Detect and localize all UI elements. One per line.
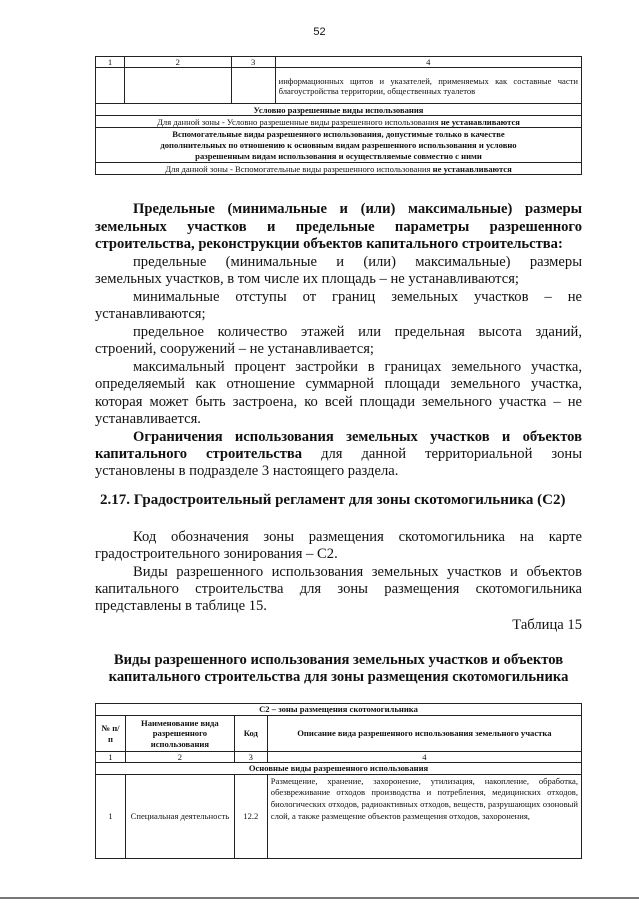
page-number: 52 [313,26,326,38]
table-row [96,163,582,175]
table-row [96,774,582,858]
col-code-header: Код [234,716,267,752]
table-row [96,116,582,128]
header-cell: 2 [124,57,231,68]
empty-cell [124,68,231,104]
table-index-row [96,752,582,763]
limits-p4-l2: определяемый как отношение суммарной площади земельного участка, [95,376,582,392]
table-row [96,68,582,104]
index-cell: 2 [125,752,234,763]
col-desc-header: Описание вида разрешенного использования земельного участка [267,716,581,752]
main-types-title: Основные виды разрешенного использования [96,763,582,774]
row-desc: Размещение, хранение, захоронение, утилизация, накопление, обработка, обезвреживание отходов производства и потребления, медицинских отходов, биологических отходов, радиоактивных отходов, веществ, разрушающих озоновый слой, а также размещение объектов размещения отходов, захоронения, [267,774,581,858]
limits-p4-l3: которая может быть застроена, ко всей площади земельного участка – не [95,394,582,410]
header-cell: 1 [96,57,125,68]
col-num-header: № п/п [96,716,126,752]
page-bottom-edge [0,897,639,899]
restrictions-l1: Ограничения использования земельных участков и объектов [133,429,582,445]
zone-title: С2 – зоны размещения скотомогильника [96,704,582,716]
limits-heading: Предельные (минимальные и (или) максимальные) размеры [133,201,582,217]
limits-p2-l1: минимальные отступы от границ земельных участков – не [133,289,582,305]
table-row [96,128,582,163]
index-cell: 1 [96,752,126,763]
section-p1-l2: градостроительного зонирования – С2. [95,546,338,562]
limits-p1-l2: земельных участков, в том числе их площадь – не устанавливаются; [95,271,519,287]
empty-cell [96,68,125,104]
table-header-row [96,716,582,752]
limits-p3-l2: строений, сооружений – не устанавливается; [95,341,374,357]
conditional-title: Условно разрешенные виды использования [96,104,582,116]
limits-p2-l2: устанавливаются; [95,306,206,322]
table-header-row [96,57,582,68]
limits-p3-l1: предельное количество этажей или предельная высота зданий, [133,324,582,340]
limits-heading-l2: земельных участков и предельные параметры разрешенного [95,219,582,235]
table-row [96,763,582,774]
section-p2-l2: капитального строительства для зоны размещения скотомогильника [95,581,582,597]
section-p1-l1: Код обозначения зоны размещения скотомогильника на карте [133,529,582,545]
top-table [95,56,582,175]
auxiliary-note: Для данной зоны - Вспомогательные виды разрешенного использования не устанавливаются [96,163,582,175]
table-row [96,704,582,716]
row-num: 1 [96,774,126,858]
empty-cell [231,68,275,104]
conditional-note: Для данной зоны - Условно разрешенные виды разрешенного использования не устанавливаются [96,116,582,128]
table-title-l1: Виды разрешенного использования земельных участков и объектов [113,652,564,668]
table-15 [95,703,582,859]
section-title: 2.17. Градостроительный регламент для зоны скотомогильника (С2) [100,492,566,508]
row-name: Специальная деятельность [125,774,234,858]
limits-p4-l1: максимальный процент застройки в границах земельного участка, [133,359,582,375]
header-cell: 4 [275,57,581,68]
section-p2-l3: представлены в таблице 15. [95,598,267,614]
section-p2-l1: Виды разрешенного использования земельных участков и объектов [133,564,582,580]
header-cell: 3 [231,57,275,68]
table-row [96,104,582,116]
limits-p1-l1: предельные (минимальные и (или) максимальные) размеры [133,254,582,270]
restrictions-l3: установлены в подразделе 3 настоящего раздела. [95,463,399,479]
col-name-header: Наименование вида разрешенного использования [125,716,234,752]
continuation-cell: информационных щитов и указателей, применяемых как составные части благоустройства территории, общественных туалетов [275,68,581,104]
index-cell: 4 [267,752,581,763]
row-code: 12.2 [234,774,267,858]
limits-p4-l4: устанавливается. [95,411,201,427]
restrictions-l2: капитального строительства для данной территориальной зоны [95,446,582,462]
auxiliary-title: Вспомогательные виды разрешенного использования, допустимые только в качестве дополнительных по отношению к основным видам разрешенного использования и условно разрешенным видам использования и осуществляемые совместно с ними [96,128,582,163]
table-label: Таблица 15 [512,617,582,633]
table-title-l2: капитального строительства для зоны размещения скотомогильника [108,669,569,685]
index-cell: 3 [234,752,267,763]
limits-heading-l3: строительства, реконструкции объектов капитального строительства: [95,236,563,252]
